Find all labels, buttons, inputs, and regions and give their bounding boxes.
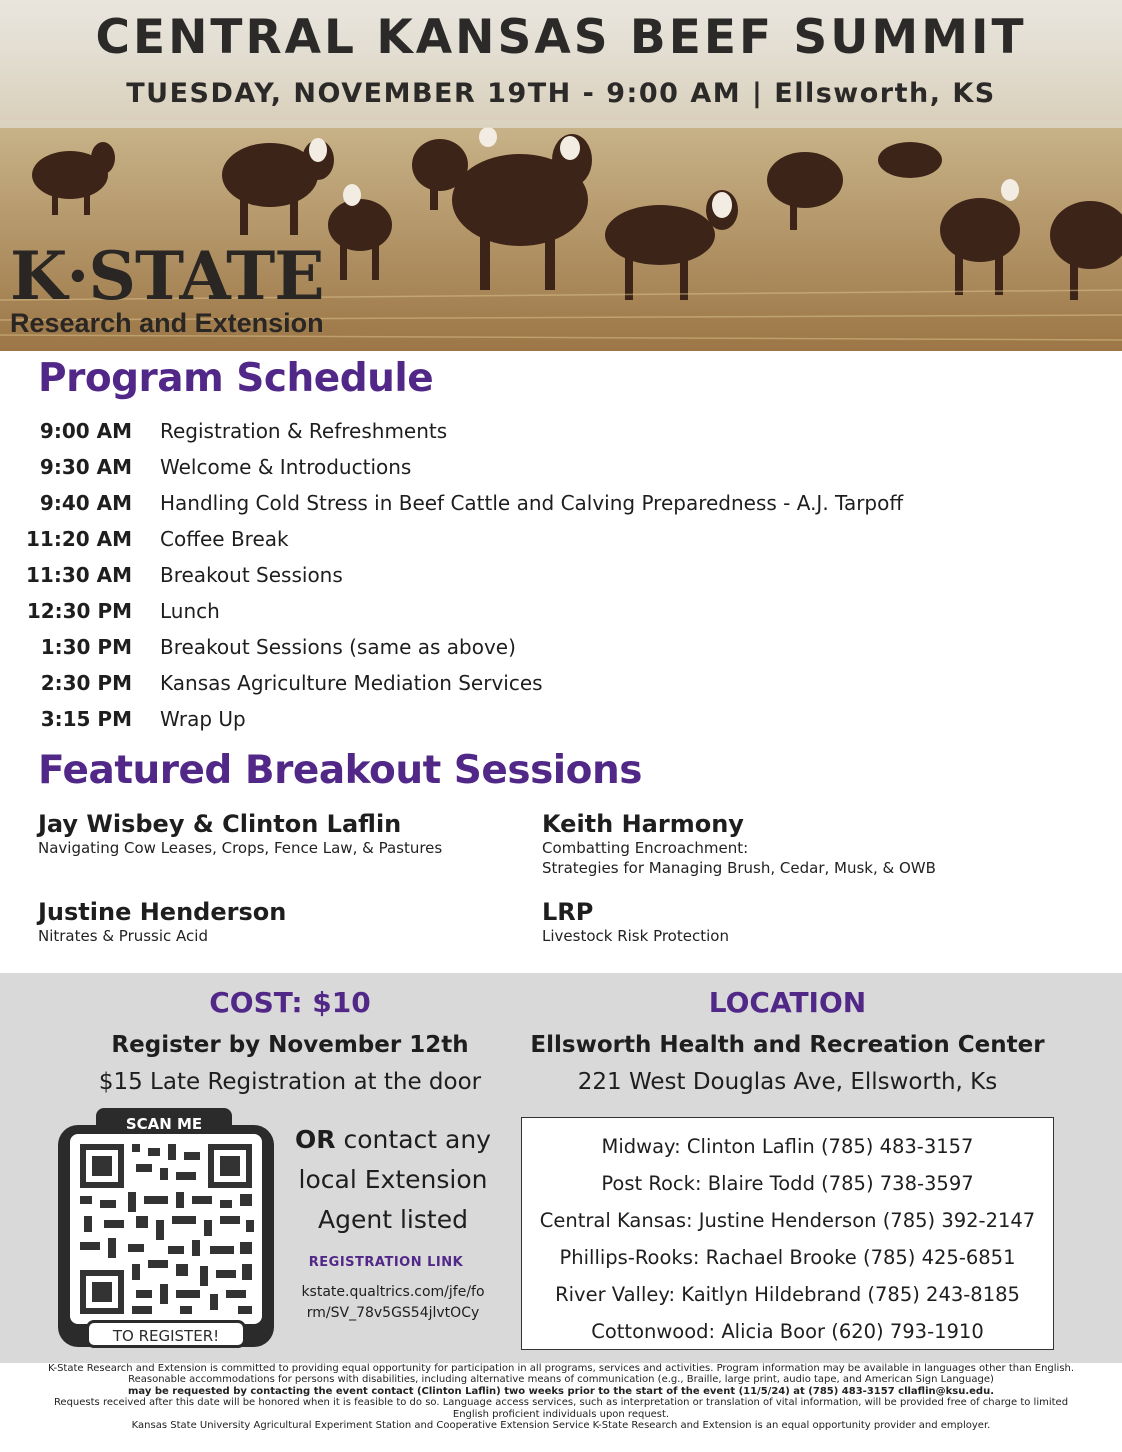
- schedule-time: 9:00 AM: [39, 419, 132, 443]
- legal-footer: [0, 1363, 1122, 1431]
- qr-code-icon: [70, 1134, 262, 1324]
- schedule-activity: Breakout Sessions (same as above): [160, 635, 516, 659]
- registration-link-label: REGISTRATION LINK: [308, 1255, 464, 1270]
- contact-row: Post Rock: Blaire Todd (785) 738-3597: [601, 1172, 974, 1195]
- schedule-time: 3:15 PM: [40, 707, 132, 731]
- footer-line: Kansas State University Agricultural Experiment Station and Cooperative Extension Service K-State Research and Extension is an equal opportunity provider and employer.: [131, 1420, 991, 1432]
- breakout-session: [38, 810, 442, 858]
- kstate-logo-wordmark: K·STATE: [10, 237, 324, 315]
- breakout-session: [542, 810, 936, 878]
- qr-scan-label: SCAN ME: [96, 1108, 232, 1136]
- venue-name: Ellsworth Health and Recreation Center: [530, 1032, 1045, 1058]
- schedule-row: [0, 484, 1000, 520]
- registration-url-line-1[interactable]: kstate.qualtrics.com/jfe/fo: [301, 1284, 485, 1300]
- kstate-logo-subtitle: Research and Extension: [10, 308, 324, 338]
- contact-row: Central Kansas: Justine Henderson (785) 392-2147: [539, 1209, 1036, 1232]
- breakout-speaker: Jay Wisbey & Clinton Laflin: [38, 810, 402, 838]
- schedule-row: [0, 520, 1000, 556]
- schedule-row: [0, 628, 1000, 664]
- breakout-session: [38, 898, 286, 946]
- footer-line: K-State Research and Extension is committed to providing equal opportunity for participation in all programs, services and activities. Program information may be available in languages other than English.: [47, 1363, 1075, 1374]
- footer-line: English proficient individuals upon request.: [452, 1408, 670, 1420]
- schedule-time: 12:30 PM: [26, 599, 132, 623]
- schedule-activity: Registration & Refreshments: [160, 419, 448, 443]
- schedule-activity: Lunch: [160, 599, 220, 623]
- contact-agent-note: [286, 1120, 500, 1240]
- program-schedule-heading: Program Schedule: [38, 356, 434, 401]
- schedule-activity: Handling Cold Stress in Beef Cattle and Calving Preparedness - A.J. Tarpoff: [160, 491, 904, 515]
- schedule-row: [0, 412, 1000, 448]
- breakout-speaker: Keith Harmony: [542, 810, 744, 838]
- footer-line-bold: may be requested by contacting the event contact (Clinton Laflin) two weeks prior to the start of the event (11/5/24) at (785) 483-3157 cllaflin@ksu.edu.: [127, 1385, 995, 1397]
- schedule-activity: Welcome & Introductions: [160, 455, 412, 479]
- registration-url-line-2[interactable]: rm/SV_78v5GS54jlvtOCy: [306, 1305, 480, 1321]
- contact-row: Phillips-Rooks: Rachael Brooke (785) 425-6851: [559, 1246, 1016, 1269]
- schedule-row: [0, 592, 1000, 628]
- cost-heading: COST: $10: [209, 986, 371, 1019]
- contact-row: River Valley: Kaitlyn Hildebrand (785) 243-8185: [555, 1283, 1020, 1306]
- schedule-time: 2:30 PM: [40, 671, 132, 695]
- breakout-topic: Livestock Risk Protection: [542, 927, 729, 945]
- schedule-row: [0, 700, 1000, 736]
- schedule-row: [0, 664, 1000, 700]
- event-date-location: TUESDAY, NOVEMBER 19TH - 9:00 AM | Ellsworth, KS: [126, 78, 996, 109]
- registration-link[interactable]: [286, 1282, 500, 1324]
- contact-agent-line-3: Agent listed: [318, 1205, 468, 1234]
- hero-banner: [0, 0, 1122, 351]
- schedule-activity: Breakout Sessions: [160, 563, 343, 587]
- qr-register-label: TO REGISTER!: [86, 1320, 246, 1348]
- contact-agent-line-1: [286, 1120, 500, 1160]
- kstate-logo: [10, 237, 324, 339]
- event-title: CENTRAL KANSAS BEEF SUMMIT: [95, 10, 1027, 65]
- qr-code[interactable]: [70, 1134, 262, 1324]
- contact-agent-line-2: local Extension: [298, 1165, 488, 1194]
- schedule-activity: Wrap Up: [160, 707, 246, 731]
- register-deadline: Register by November 12th: [111, 1032, 469, 1058]
- schedule-time: 9:40 AM: [39, 491, 132, 515]
- contact-row: Cottonwood: Alicia Boor (620) 793-1910: [591, 1320, 984, 1343]
- schedule-time: 11:30 AM: [25, 563, 132, 587]
- schedule-time: 1:30 PM: [40, 635, 132, 659]
- contact-row: Midway: Clinton Laflin (785) 483-3157: [601, 1135, 974, 1158]
- breakout-session: [542, 898, 729, 946]
- venue-address: 221 West Douglas Ave, Ellsworth, Ks: [577, 1069, 998, 1095]
- breakout-topic: Navigating Cow Leases, Crops, Fence Law, & Pastures: [38, 839, 443, 857]
- schedule-row: [0, 448, 1000, 484]
- schedule-activity: Kansas Agriculture Mediation Services: [160, 671, 543, 695]
- schedule-time: 11:20 AM: [25, 527, 132, 551]
- late-registration: $15 Late Registration at the door: [98, 1069, 482, 1095]
- schedule-activity: Coffee Break: [160, 527, 289, 551]
- extension-contacts-box: [521, 1117, 1054, 1350]
- contact-agent-text: contact any: [343, 1125, 491, 1154]
- schedule-time: 9:30 AM: [39, 455, 132, 479]
- schedule-list: [0, 412, 1000, 736]
- breakout-speaker: LRP: [542, 898, 594, 926]
- or-label: OR: [295, 1125, 336, 1154]
- breakout-topic-detail: Strategies for Managing Brush, Cedar, Musk, & OWB: [542, 859, 936, 877]
- breakout-sessions-heading: Featured Breakout Sessions: [38, 748, 642, 793]
- breakout-topic: Combatting Encroachment:: [542, 839, 749, 857]
- location-heading: LOCATION: [708, 986, 867, 1019]
- schedule-row: [0, 556, 1000, 592]
- breakout-speaker: Justine Henderson: [38, 898, 287, 926]
- footer-line: Reasonable accommodations for persons with disabilities, including alternative means of communication (e.g., Braille, large print, audio tape, and American Sign Language): [128, 1374, 994, 1386]
- breakout-topic: Nitrates & Prussic Acid: [38, 927, 208, 945]
- footer-line: Requests received after this date will be honored when it is feasible to do so. Language access services, such as interpretation or translation of vital information, will be provided free of charge to limited: [53, 1397, 1069, 1409]
